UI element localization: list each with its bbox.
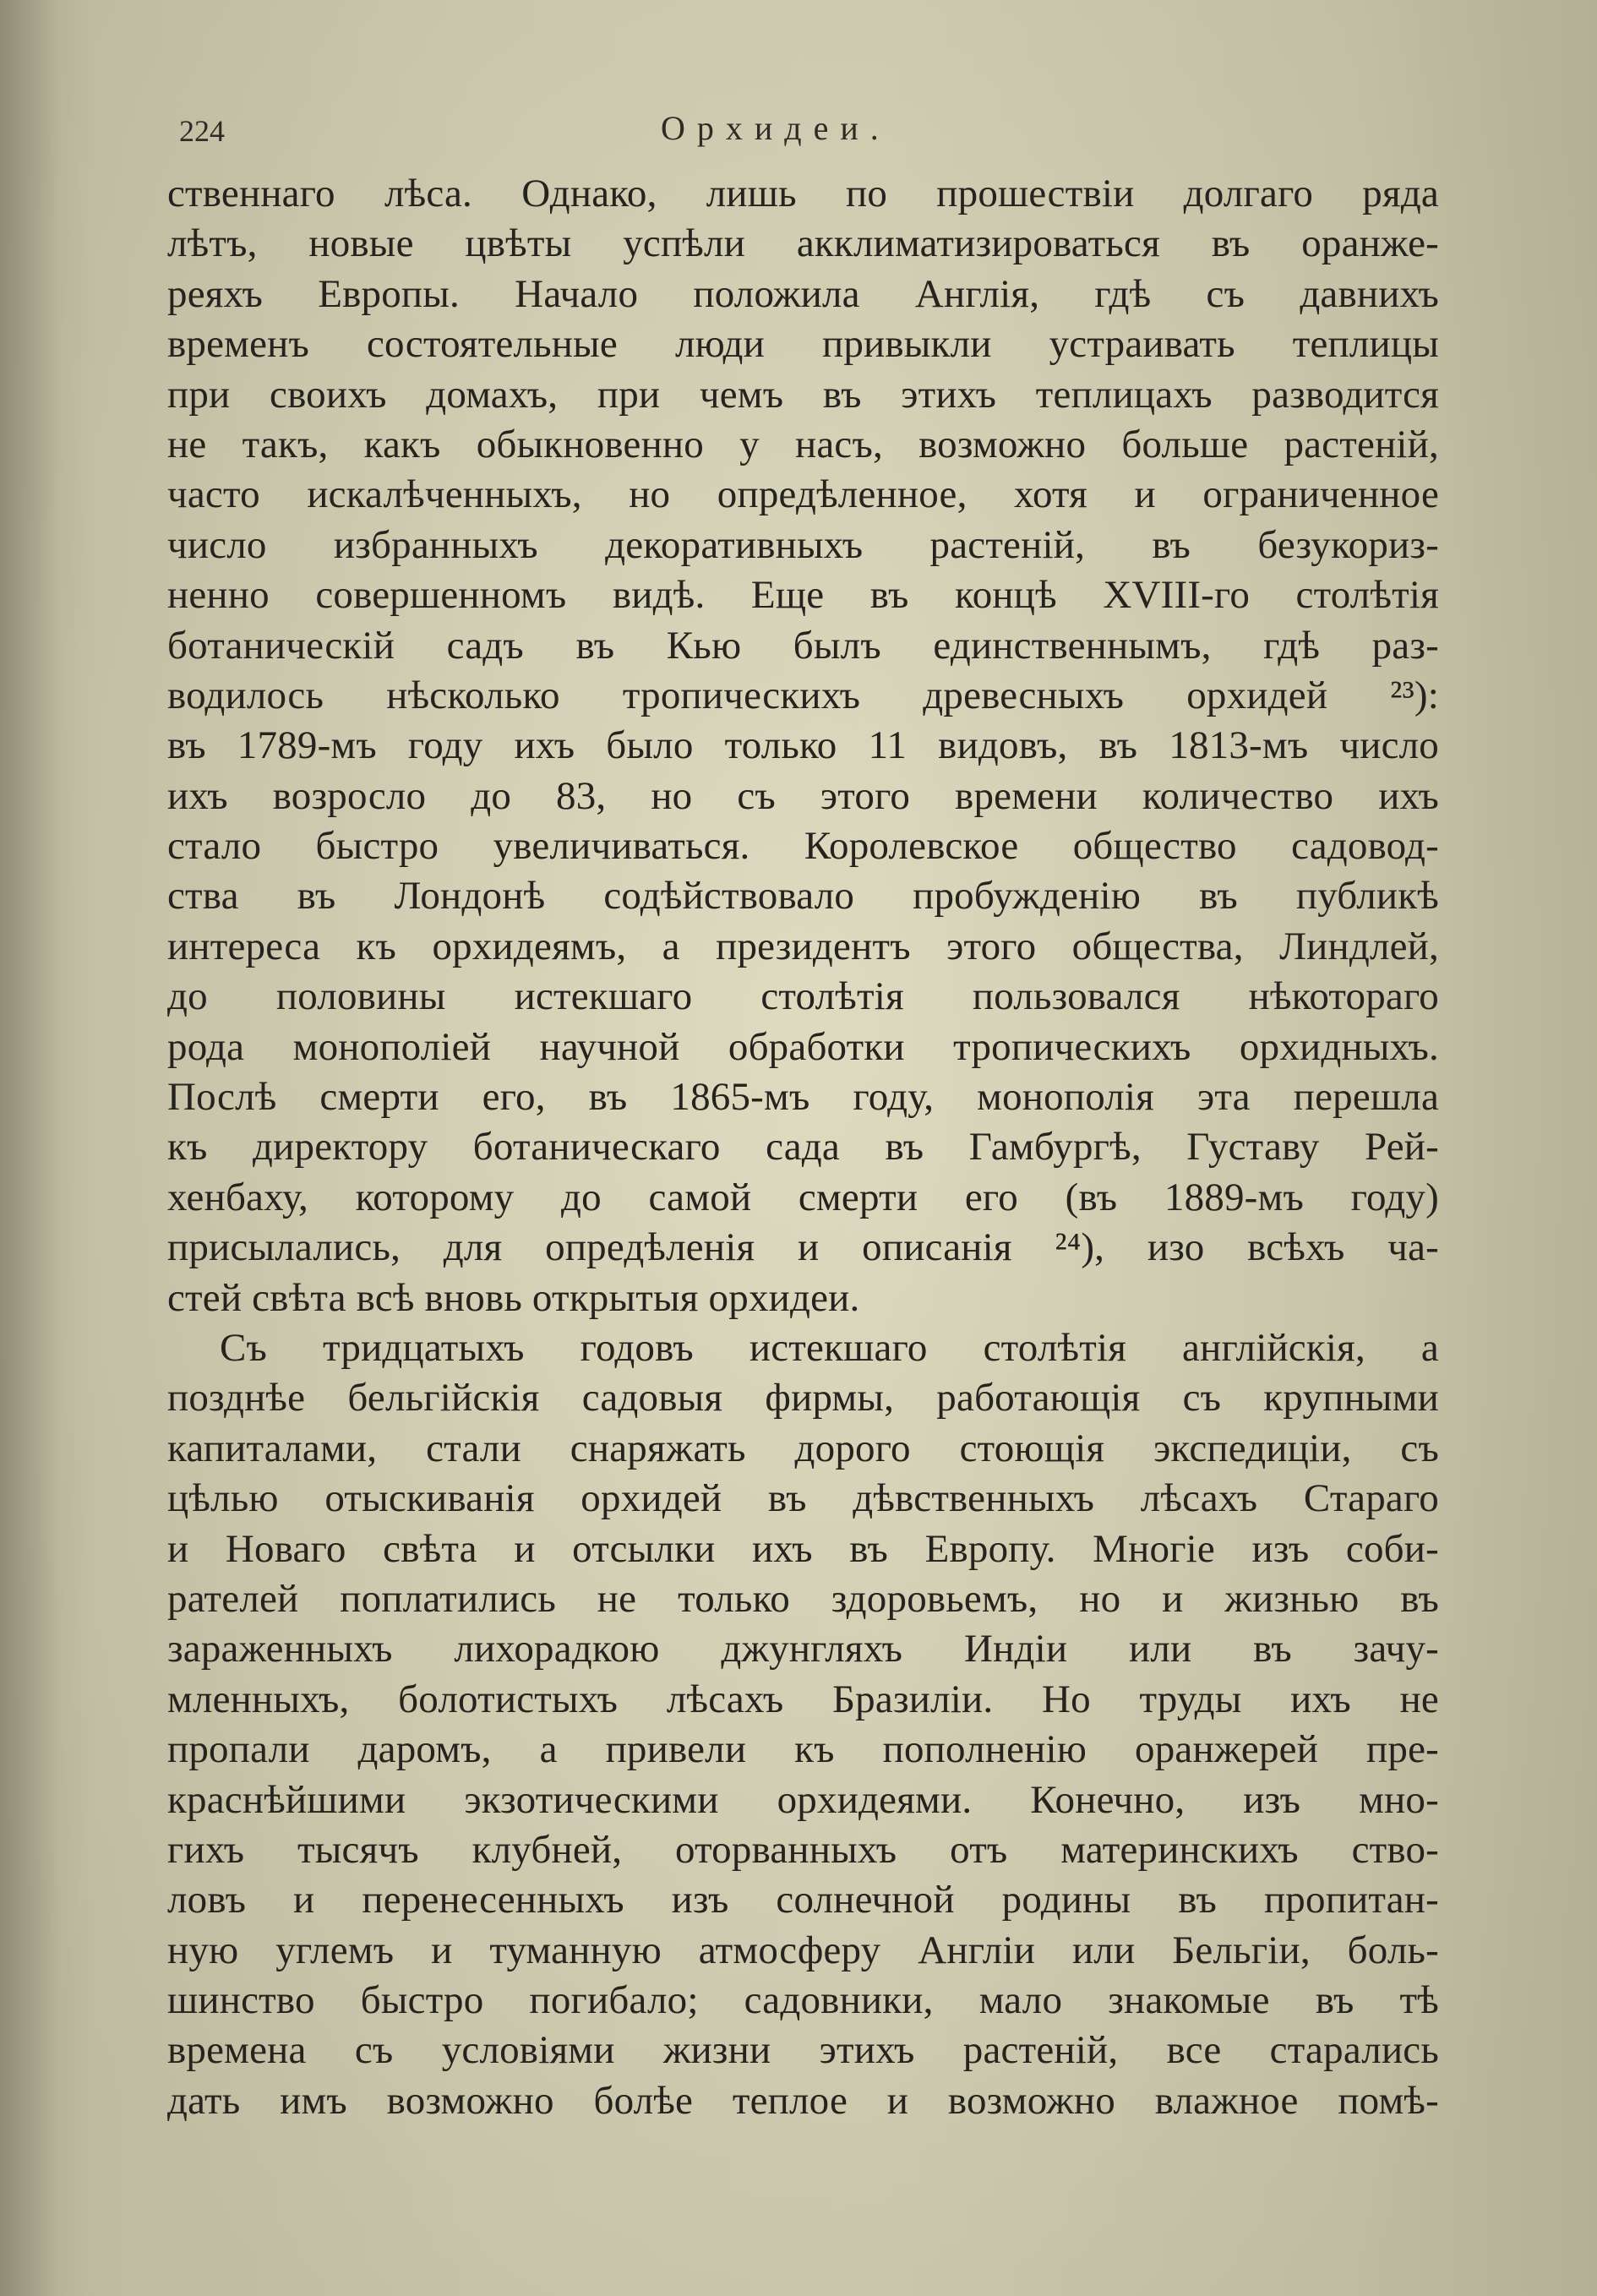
- text-line: мленныхъ, болотистыхъ лѣсахъ Бразиліи. Но труды ихъ не: [167, 1677, 1439, 1721]
- text-line: водилось нѣсколько тропическихъ древесныхъ орхидей ²³):: [167, 673, 1439, 717]
- text-line: ихъ возросло до 83, но съ этого времени количество ихъ: [167, 773, 1439, 818]
- text-line: рателей поплатились не только здоровьемъ, но и жизнью въ: [167, 1576, 1439, 1621]
- text-line: интереса къ орхидеямъ, а президентъ этого общества, Линдлей,: [167, 924, 1439, 968]
- text-line: ненно совершенномъ видѣ. Еще въ концѣ XVIII-го столѣтія: [167, 573, 1439, 618]
- text-line: реяхъ Европы. Начало положила Англія, гдѣ съ давнихъ: [167, 271, 1439, 316]
- text-line: лѣтъ, новые цвѣты успѣли акклиматизироваться въ оранже-: [167, 221, 1439, 266]
- text-line: ства въ Лондонѣ содѣйствовало пробужденію въ публикѣ: [167, 874, 1439, 919]
- text-line: пропали даромъ, а привели къ пополненію оранжерей пре-: [167, 1727, 1439, 1772]
- text-line: зараженныхъ лихорадкою джунгляхъ Индіи или въ зачу-: [167, 1627, 1439, 1672]
- page-number: 224: [179, 114, 225, 148]
- text-line: до половины истекшаго столѣтія пользовался нѣкотораго: [167, 974, 1439, 1019]
- paragraph-2: [167, 1323, 1439, 2126]
- text-line: ботаническій садъ въ Кью былъ единственнымъ, гдѣ раз-: [167, 623, 1439, 668]
- text-line: къ директору ботаническаго сада въ Гамбургѣ, Густаву Рей-: [167, 1125, 1439, 1170]
- text-line: при своихъ домахъ, при чемъ въ этихъ теплицахъ разводится: [167, 372, 1439, 417]
- text-line: число избранныхъ декоративныхъ растеній, въ безукориз-: [167, 522, 1439, 567]
- text-line: дать имъ возможно болѣе теплое и возможно влажное помѣ-: [167, 2078, 1439, 2123]
- text-line: позднѣе бельгійскія садовыя фирмы, работающія съ крупными: [167, 1376, 1439, 1421]
- text-line: въ 1789-мъ году ихъ было только 11 видовъ, въ 1813-мъ число: [167, 723, 1439, 768]
- text-line: ственнаго лѣса. Однако, лишь по прошествіи долгаго ряда: [167, 172, 1439, 215]
- text-line: стей свѣта всѣ вновь открытыя орхидеи.: [167, 1275, 860, 1320]
- body-text: [167, 169, 1439, 2126]
- text-line: Послѣ смерти его, въ 1865-мъ году, монополія эта перешла: [167, 1075, 1439, 1120]
- text-line: и Новаго свѣта и отсылки ихъ въ Европу. Многіе изъ соби-: [167, 1526, 1439, 1571]
- text-line: краснѣйшими экзотическими орхидеями. Конечно, изъ мно-: [167, 1777, 1439, 1822]
- text-line: рода монополіей научной обработки тропическихъ орхидныхъ.: [167, 1024, 1439, 1069]
- text-line: шинство быстро погибало; садовники, мало знакомые въ тѣ: [167, 1978, 1439, 2023]
- text-line: присылались, для опредѣленія и описанія ²⁴), изо всѣхъ ча-: [167, 1225, 1439, 1270]
- text-line: хенбаху, которому до самой смерти его (въ 1889-мъ году): [167, 1175, 1439, 1219]
- running-title: Орхидеи.: [661, 109, 891, 147]
- text-line: часто искалѣченныхъ, но опредѣленное, хотя и ограниченное: [167, 472, 1439, 517]
- page-header: [179, 108, 1438, 159]
- text-line: цѣлью отыскиванія орхидей въ дѣвственныхъ лѣсахъ Стараго: [167, 1476, 1439, 1521]
- paragraph-1: [167, 169, 1439, 1323]
- text-line: времена съ условіями жизни этихъ растеній, все старались: [167, 2028, 1439, 2073]
- text-line: стало быстро увеличиваться. Королевское общество садовод-: [167, 824, 1439, 869]
- text-line: временъ состоятельные люди привыкли устраивать теплицы: [167, 322, 1439, 367]
- text-line: ловъ и перенесенныхъ изъ солнечной родины въ пропитан-: [167, 1878, 1439, 1922]
- text-line: гихъ тысячъ клубней, оторванныхъ отъ материнскихъ ство-: [167, 1827, 1439, 1872]
- text-line: капиталами, стали снаряжать дорого стоющія экспедиціи, съ: [167, 1426, 1439, 1470]
- text-line: не такъ, какъ обыкновенно у насъ, возможно больше растеній,: [167, 422, 1439, 466]
- text-line: Съ тридцатыхъ годовъ истекшаго столѣтія англійскія, а: [220, 1325, 1439, 1370]
- text-line: ную углемъ и туманную атмосферу Англіи или Бельгіи, боль-: [167, 1928, 1439, 1972]
